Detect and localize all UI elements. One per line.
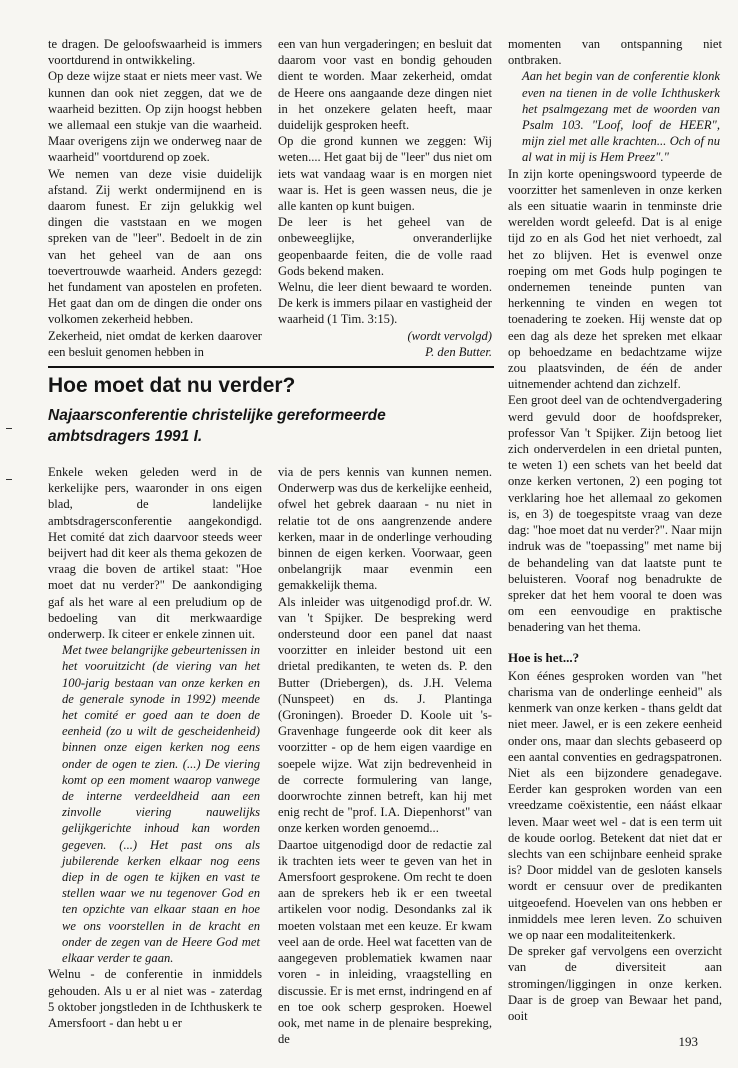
paragraph: een van hun vergaderingen; en besluit dat daarom voor vast en bondig gehouden dient te worden. Maar zekerheid, omdat de Heere ons aangaande deze dingen niet in het onzekere gelaten heeft, maar duidelijk gesproken heeft.: [278, 37, 492, 133]
announcement-quote: Met twee belangrijke gebeurtenissen in het vooruitzicht (de viering van het 100-jarig bestaan van onze kerken en de generale synode in 1992) meende het comité er goed aan te doen de eenheid (zo u wilt de gescheidenheid) binnen onze eigen kerken nog eens onder de ogen te zien. (...) De viering komt op een moment waarop vanwege de interne verdeeldheid aan een zinvolle viering nauwelijks gelijkgerichte inhoud kan worden gegeven. (...) Het past ons als jubilerende kerken elkaar nog eens diep in de ogen te kijken en vast te stellen waar we nu tegenover God en ten opzichte van elkaar staan en hoe we ons voorstellen in de kracht en onder de zegen van de Heere God met elkaar verder te gaan.: [62, 643, 260, 966]
paragraph: momenten van ontspanning niet ontbraken.: [508, 37, 722, 68]
article1-column-1: [48, 36, 262, 360]
paragraph: Op die grond kunnen we zeggen: Wij weten.... Het gaat bij de "leer" dus niet om iets wat vandaag waar is en morgen niet waar is. Het is geen wassen neus, die je alle kanten op kunt buigen.: [278, 134, 492, 214]
paragraph: We nemen van deze visie duidelijk afstand. Zij werkt ondermijnend en is daarom funest. Er zijn gelukkig wel dingen die vaststaan en we mogen spreken van de "leer". Bedoelt in de zin van het geheel van de aan ons toevertrouwde waarheid. Anders gezegd: het fundament van apostelen en profeten. Het gaat dan om de dingen die onder ons volkomen zekerheid hebben.: [48, 166, 262, 327]
paragraph: De spreker gaf vervolgens een overzicht van de diversiteit aan stromingen/liggingen in onze kerken. Daar is de groep van Bewaar het pand, ooit: [508, 944, 722, 1023]
paragraph: Op deze wijze staat er niets meer vast. We kunnen dan ook niet zeggen, dat we de waarheid bezitten. Op zijn hoogst hebben we allemaal een stukje van die waarheid. Maar overigens zijn we onderweg naar de waarheid" voortdurend op zoek.: [48, 69, 262, 165]
article2-column-3: [508, 36, 722, 1024]
paragraph: via de pers kennis van kunnen nemen. Onderwerp was dus de kerkelijke eenheid, ofwel het gebrek daaraan - nu niet in relatie tot de ons aangrenzende andere kerken, maar in de onderlinge verhouding binnen de eigen kerken. Voorwaar, geen onbelangrijk maar evenmin een gemakkelijk thema.: [278, 465, 493, 593]
article2-column-2: [278, 464, 492, 1047]
to-be-continued: (wordt vervolgd): [407, 328, 492, 343]
margin-mark: [6, 479, 12, 480]
paragraph: Kon éénes gesproken worden van "het charisma van de onderlinge eenheid" als kenmerk van onze kerken - thans geldt dat niet meer. Jawel, er is een zekere eenheid onder ons, maar dan slechts gebaseerd op een aantal conventies en gedragspatronen. Niet als een bijzondere genadegave. Eerder kan gesproken worden van een vreedzame coëxistentie, een náást elkaar leven. Maar weet wel - dat is een term uit de koude oorlog. Betekent dat niet dat er slechts van een schijnbare eenheid sprake is? Door middel van de gesloten kansels wordt er censuur over de predikanten uitgeoefend. Hoevelen van ons hebben er inmiddels mee leren leven. Zo schuiven we op naar een modaliteitenkerk.: [508, 668, 722, 942]
page-number: 193: [678, 1034, 698, 1049]
paragraph: Enkele weken geleden werd in de kerkelijke pers, waaronder in ons eigen blad, de landelijke ambtsdragersconferentie aangekondigd. Het comité dat zich daarvoor steeds weer beijvert had dit keer als thema gekozen de vraag die boven de artikel staat: "Hoe moet dat nu verder?" De aankondiging gaf als het ware al een preludium op de bedoeling van dit merkwaardige onderwerp. Ik citeer er enkele zinnen uit.: [48, 465, 262, 642]
author-signature: P. den Butter.: [425, 344, 492, 359]
paragraph: In zijn korte openingswoord typeerde de voorzitter het samenleven in onze kerken als een situatie waarin in tenminste drie werelden wordt geleefd. Dat is al enige tijd zo en als God het niet verhoedt, zal het zo blijven. Het is evenwel onze roeping om met Gods hulp pogingen te ondernemen teneinde punten van herkenning te vinden en wegen tot toenadering te zoeken. Hij wenste dat op een dag als deze het spreken met elkaar op behoedzame en bedachtzame wijze zou plaatsvinden, de één de ander uitnemender achtend dan zichzelf.: [508, 166, 722, 392]
article-divider: [48, 366, 494, 368]
paragraph: Als inleider was uitgenodigd prof.dr. W. van 't Spijker. De bespreking werd ondersteund door een panel dat naast voorzitter en inleider bestond uit een drietal predikanten, te weten ds. P. den Butter (Driebergen), ds. J.H. Velema (Nunspeet) en ds. J. Plantinga (Groningen). Broeder D. Koole uit 's-Gravenhage fungeerde ook dit keer als voorzitter - op de hem eigen vaardige en soepele wijze. Wat zijn bedrevenheid in de correcte formulering van lange, doorwrochte zinnen betreft, kan hij met enig recht de "prof. I.A. Diepenhorst" van onze kerken worden genoemd...: [278, 594, 492, 836]
article-subheadline: Najaarsconferentie christelijke gereformeerde ambtsdragers 1991 I.: [48, 407, 386, 445]
paragraph: Een groot deel van de ochtendvergadering werd gevuld door de hoofdspreker, professor Van 't Spijker. Zijn betoog liet zich onderverdelen in een drietal punten, te weten 1) een schets van het beeld dat onze kerken vertonen, 2) een poging tot verklaring hoe het allemaal zo gekomen is, en 3) de toegespitste vraag van deze dag: "hoe moet dat nu verder?". Naar mijn indruk was de "toepassing" met name bij de behandeling van dat laatste punt te beluisteren. Vooraf nog benadrukte de spreker dat het hem vooral te doen was om een eenvoudige en praktische benadering van het thema.: [508, 393, 722, 635]
paragraph: Zekerheid, niet omdat de kerken daarover een besluit genomen hebben in: [48, 328, 262, 359]
paragraph: te dragen. De geloofswaarheid is immers voortdurend in ontwikkeling.: [48, 37, 262, 68]
article-headline: Hoe moet dat nu verder?: [48, 374, 296, 397]
section-heading: Hoe is het...?: [508, 649, 580, 665]
paragraph: Welnu, die leer dient bewaard te worden. De kerk is immers pilaar en vastigheid der waarheid (1 Tim. 3:15).: [278, 280, 492, 327]
article1-column-2: [278, 36, 492, 360]
paragraph: Daartoe uitgenodigd door de redactie zal ik trachten iets weer te geven van het in Amersfoort gesprokene. Om recht te doen aan de sprekers heb ik er een tweetal artikelen voor nodig. Desondanks zal ik moeten volstaan met een keuze. Er kwam veel aan de orde. Heel wat facetten van de aangegeven problematiek kwamen naar voren - in inleiding, vraagstelling en discussie. Er is met ernst, indringend en af en toe ook scherp gesproken. Hoewel ook, met name in de plenaire bespreking, de: [278, 837, 492, 1047]
paragraph: Welnu - de conferentie in inmiddels gehouden. Als u er al niet was - zaterdag 5 oktober jongstleden in de Ichthuskerk te Amersfoort - dan hebt u er: [48, 967, 262, 1030]
psalm-quote: Aan het begin van de conferentie klonk even na tienen in de volle Ichthuskerk het psalmgezang met de woorden van Psalm 103. "Loof, loof de HEER", mijn ziel met alle krachten... Och of nu al wat in mij is Hem Preez".": [522, 69, 720, 165]
paragraph: De leer is het geheel van de onbeweeglijke, onveranderlijke geopenbaarde feiten, die de volle raad Gods bekend maken.: [278, 215, 492, 278]
article2-column-1: [48, 464, 262, 1031]
margin-mark: [6, 428, 12, 429]
